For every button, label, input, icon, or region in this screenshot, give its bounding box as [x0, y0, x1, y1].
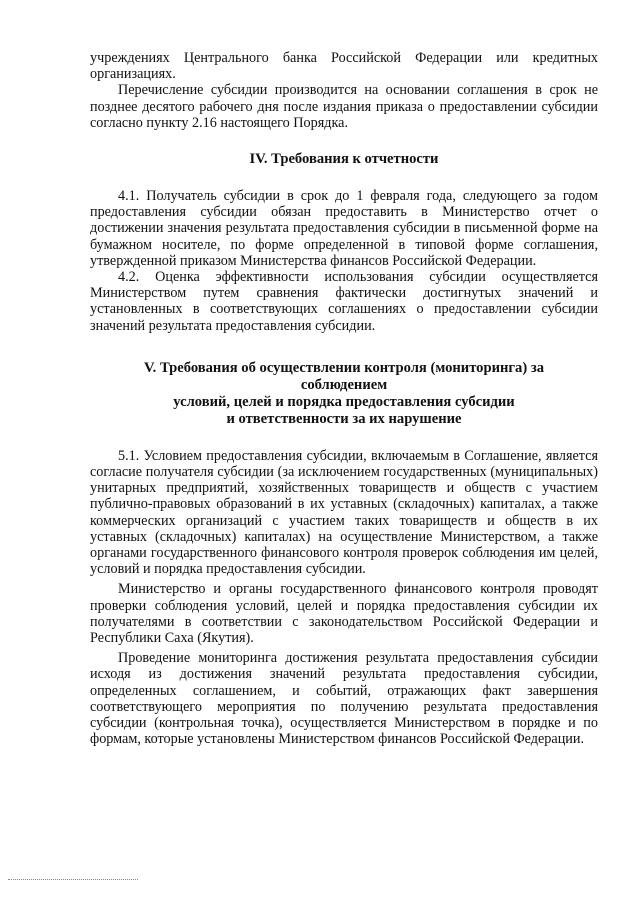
- spacer: [90, 334, 598, 360]
- section-5-heading: [90, 360, 598, 428]
- section-5-heading-line-4: и ответственности за их нарушение: [226, 410, 462, 427]
- section-4-heading: IV. Требования к отчетности: [249, 151, 439, 168]
- spacer: [90, 131, 598, 151]
- section-5-heading-line-2: соблюдением: [300, 376, 388, 393]
- paragraph-intro-tail: учреждениях Центрального банка Российской Федерации или кредитных организациях.: [90, 50, 598, 83]
- document-body: [90, 50, 598, 748]
- paragraph-monitoring: Проведение мониторинга достижения результата предоставления субсидии исходя из достижения значений результата предоставления субсидии, определенных соглашением, и событий, отражающих факт завершения соответствующего мероприятия по получению результата предоставления субсидии (контрольная точка), осуществляется Министерством в порядке и по формам, которые установлены Министерством финансов Российской Федерации.: [90, 650, 598, 748]
- spacer: [90, 168, 598, 188]
- paragraph-4-1: 4.1. Получатель субсидии в срок до 1 февраля года, следующего за годом предоставления субсидии обязан предоставить в Министерство отчет о достижении значения результата предоставления субсидии в письменной форме на бумажном носителе, по форме определенной в типовой форме соглашения, утвержденной приказом Министерства финансов Российской Федерации.: [90, 188, 598, 269]
- spacer: [90, 428, 598, 448]
- section-5-heading-line-1: V. Требования об осуществлении контроля (мониторинга) за: [143, 359, 544, 376]
- paragraph-5-1: 5.1. Условием предоставления субсидии, включаемым в Соглашение, является согласие получателя субсидии (за исключением государственных (муниципальных) унитарных предприятий, хозяйственных товариществ и обществ с участием публично-правовых образований в их уставных (складочных) капиталах, а также коммерческих организаций с участием таких товариществ и обществ в их уставных (складочных) капиталах) на осуществление Министерством, а также органами государственного финансового контроля проверок соблюдения им целей, условий и порядка предоставления субсидии.: [90, 447, 598, 578]
- section-5-heading-line-3: условий, целей и порядка предоставления субсидии: [173, 393, 515, 410]
- paragraph-transfer: Перечисление субсидии производится на основании соглашения в срок не позднее десятого рабочего дня после издания приказа о предоставлении субсидии согласно пункту 2.16 настоящего Порядка.: [90, 82, 598, 131]
- paragraph-4-2: 4.2. Оценка эффективности использования субсидии осуществляется Министерством путем сравнения фактически достигнутых значений и установленных в соответствующих соглашениях о предоставлении субсидии значений результата предоставления субсидии.: [90, 269, 598, 334]
- paragraph-ministry-checks: Министерство и органы государственного финансового контроля проводят проверки соблюдения условий, целей и порядка предоставления субсидии их получателями в соответствии с законодательством Российской Федерации и Республики Саха (Якутия).: [90, 581, 598, 647]
- footer-rule: [8, 879, 138, 880]
